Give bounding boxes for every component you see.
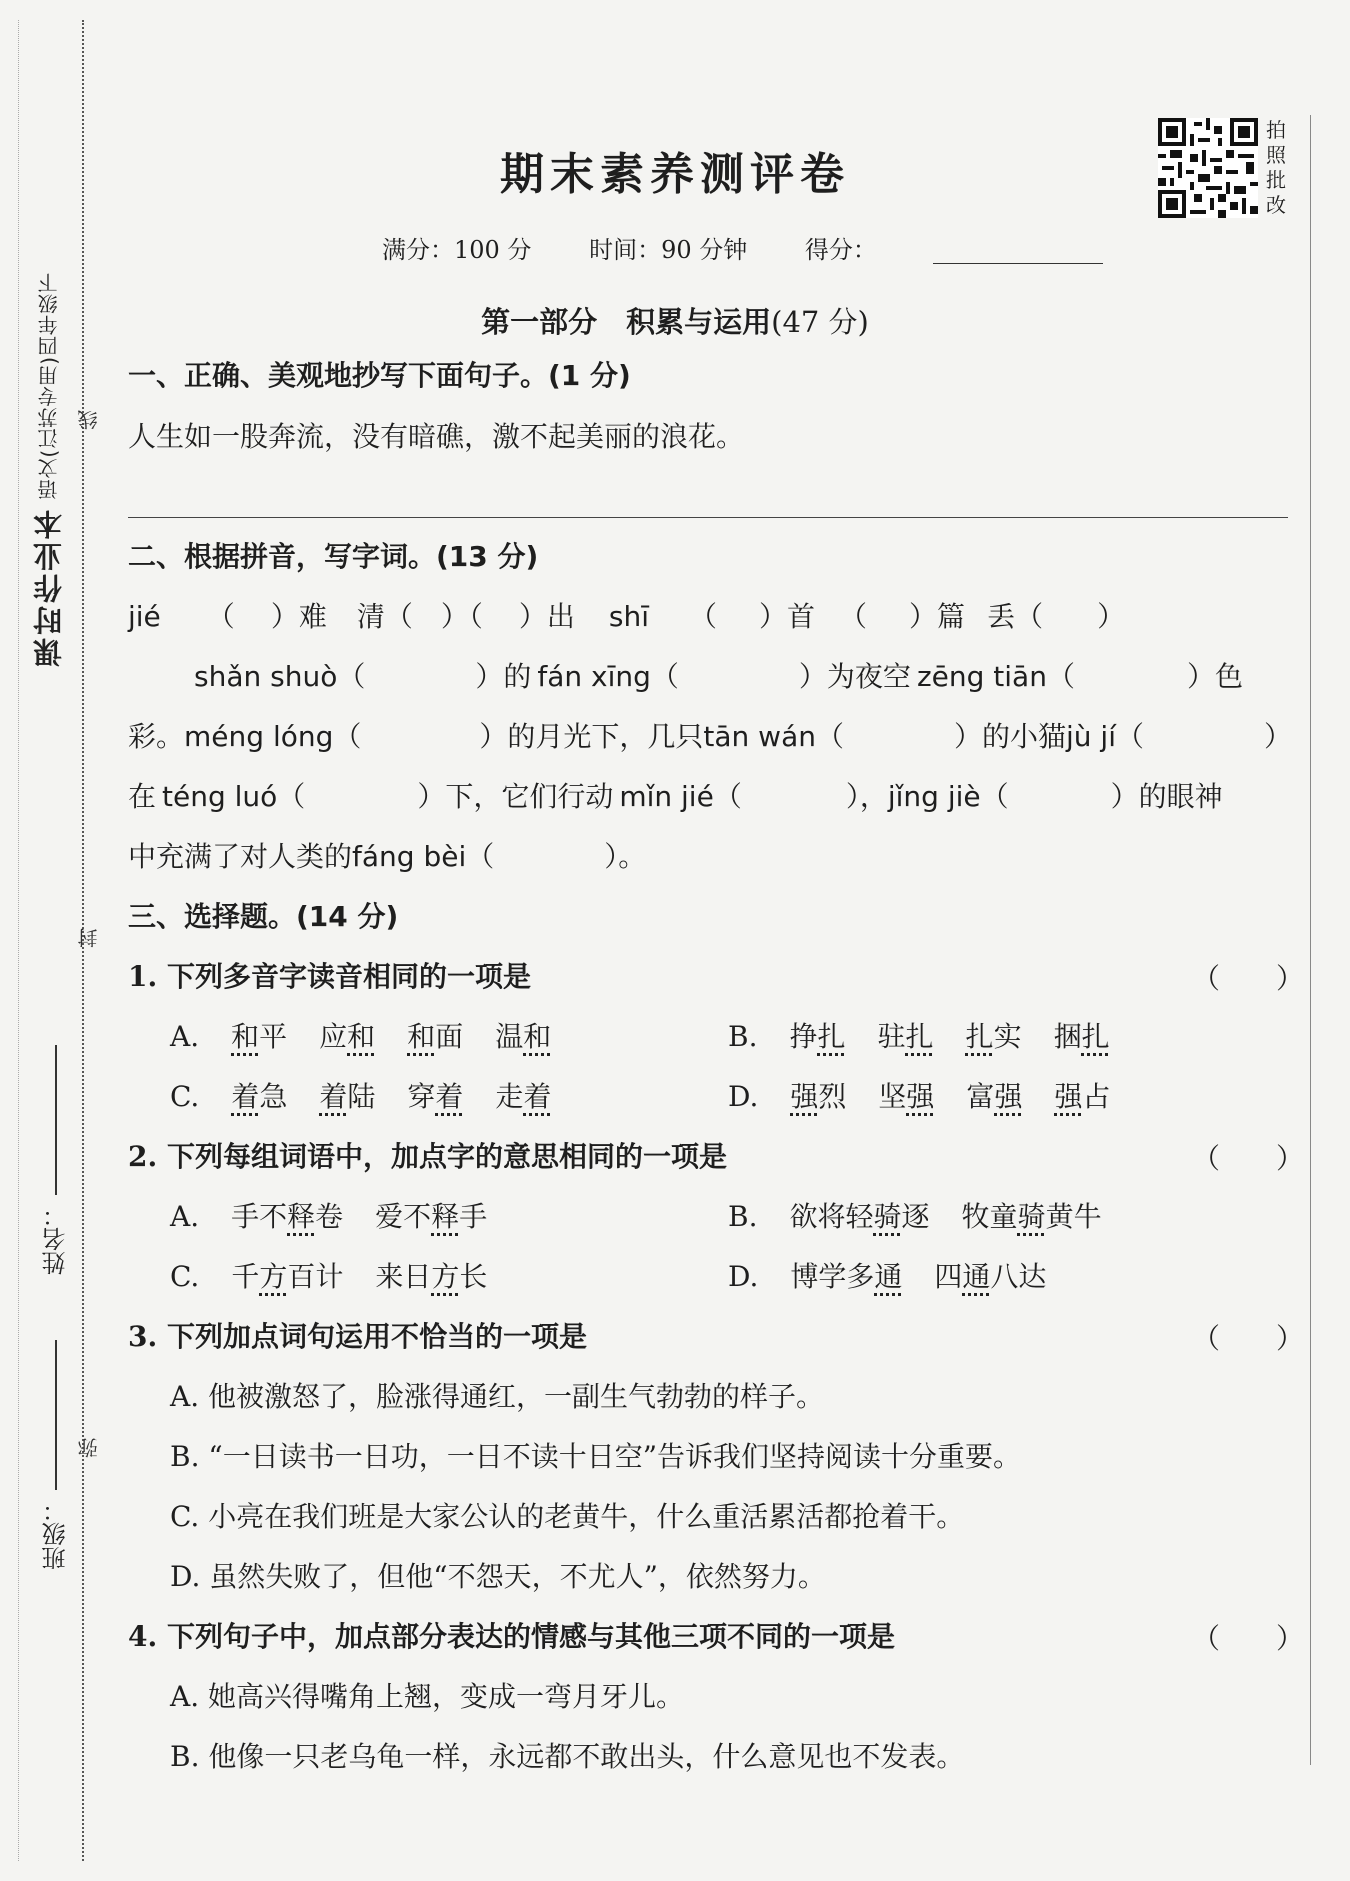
- right-margin-line: [1310, 115, 1311, 1765]
- section-2-heading: 二、根据拼音，写字词。(13 分): [128, 540, 539, 573]
- q4-option-a[interactable]: A. 她高兴得嘴角上翘，变成一弯月牙儿。: [170, 1680, 685, 1713]
- question-1-stem: 1. 下列多音字读音相同的一项是: [128, 960, 531, 993]
- q2-option-d[interactable]: D. 博学多通 四通八达: [728, 1260, 1047, 1293]
- q4-option-b[interactable]: B. 他像一只老乌龟一样，永远都不敢出头，什么意见也不发表。: [170, 1740, 965, 1773]
- q1-answer-paren[interactable]: （ ）: [1192, 962, 1305, 995]
- series-label: 课时作业本 语文(江苏专用)四年级下: [32, 272, 66, 667]
- pinyin-line-2: shǎn shuò（ ）的 fán xīng（ ）为夜空 zēng tiān（ ）色: [194, 660, 1243, 693]
- seal-mark-mi: 弥: [77, 1438, 101, 1458]
- qr-caption: 拍照批改: [1266, 118, 1286, 217]
- q3-option-b[interactable]: B. “一日读书一日功，一日不读十日空”告诉我们坚持阅读十分重要。: [170, 1440, 1022, 1473]
- part-one-title: 第一部分 积累与运用(47 分): [481, 305, 869, 339]
- q1-option-b[interactable]: B. 挣扎 驻扎 扎实 捆扎: [728, 1020, 1110, 1053]
- seal-mark-xian: 线: [77, 410, 101, 430]
- q1-option-c[interactable]: C. 着急 着陆 穿着 走着: [170, 1080, 552, 1113]
- q3-option-c[interactable]: C. 小亮在我们班是大家公认的老黄牛，什么重活累活都抢着干。: [170, 1500, 965, 1533]
- section-1-heading: 一、正确、美观地抄写下面句子。(1 分): [128, 359, 631, 392]
- q3-option-d[interactable]: D. 虽然失败了，但他“不怨天，不尤人”，依然努力。: [170, 1560, 826, 1593]
- full-score: 满分：100 分: [382, 236, 532, 264]
- question-2-stem: 2. 下列每组词语中，加点字的意思相同的一项是: [128, 1140, 727, 1173]
- section-3-heading: 三、选择题。(14 分): [128, 900, 399, 933]
- time-limit: 时间：90 分钟: [589, 236, 748, 264]
- pinyin-line-5: 中充满了对人类的fáng bèi（ ）。: [128, 840, 647, 873]
- exam-title: 期末素养测评卷: [500, 149, 850, 200]
- score-field[interactable]: 得分：: [805, 236, 1153, 264]
- page-edge-line: [18, 20, 19, 1861]
- question-4-stem: 4. 下列句子中，加点部分表达的情感与其他三项不同的一项是: [128, 1620, 895, 1653]
- name-field[interactable]: 姓名：: [38, 1045, 73, 1275]
- pinyin-line-3: 彩。méng lóng（ ）的月光下，几只tān wán（ ）的小猫jù jí（ ）: [128, 720, 1293, 753]
- q2-option-b[interactable]: B. 欲将轻骑逐 牧童骑黄牛: [728, 1200, 1102, 1233]
- class-field[interactable]: 班级：: [38, 1340, 73, 1570]
- question-3-stem: 3. 下列加点词句运用不恰当的一项是: [128, 1320, 587, 1353]
- q1-option-a[interactable]: A. 和平 应和 和面 温和: [170, 1020, 552, 1053]
- seal-mark-feng: 封: [77, 928, 101, 948]
- q2-answer-paren[interactable]: （ ）: [1192, 1142, 1305, 1175]
- copy-answer-line[interactable]: [128, 517, 1288, 518]
- q3-answer-paren[interactable]: （ ）: [1192, 1322, 1305, 1355]
- q1-option-d[interactable]: D. 强烈 坚强 富强 强占: [728, 1080, 1111, 1113]
- qr-code-icon[interactable]: [1158, 118, 1258, 218]
- pinyin-line-4: 在 téng luó（ ）下，它们行动 mǐn jié（ ），jǐng jiè（ ）的眼神: [128, 780, 1223, 813]
- q3-option-a[interactable]: A. 他被激怒了，脸涨得通红，一副生气勃勃的样子。: [170, 1380, 825, 1413]
- pinyin-line-1: jié （ ）难 清（ ）（ ）出 shī （ ）首 （ ）篇 丢（ ）: [128, 600, 1126, 633]
- copy-sentence: 人生如一股奔流，没有暗礁，激不起美丽的浪花。: [128, 420, 745, 453]
- exam-meta: [382, 230, 1203, 265]
- q4-answer-paren[interactable]: （ ）: [1192, 1622, 1305, 1655]
- q2-option-a[interactable]: A. 手不释卷 爱不释手: [170, 1200, 488, 1233]
- q2-option-c[interactable]: C. 千方百计 来日方长: [170, 1260, 488, 1293]
